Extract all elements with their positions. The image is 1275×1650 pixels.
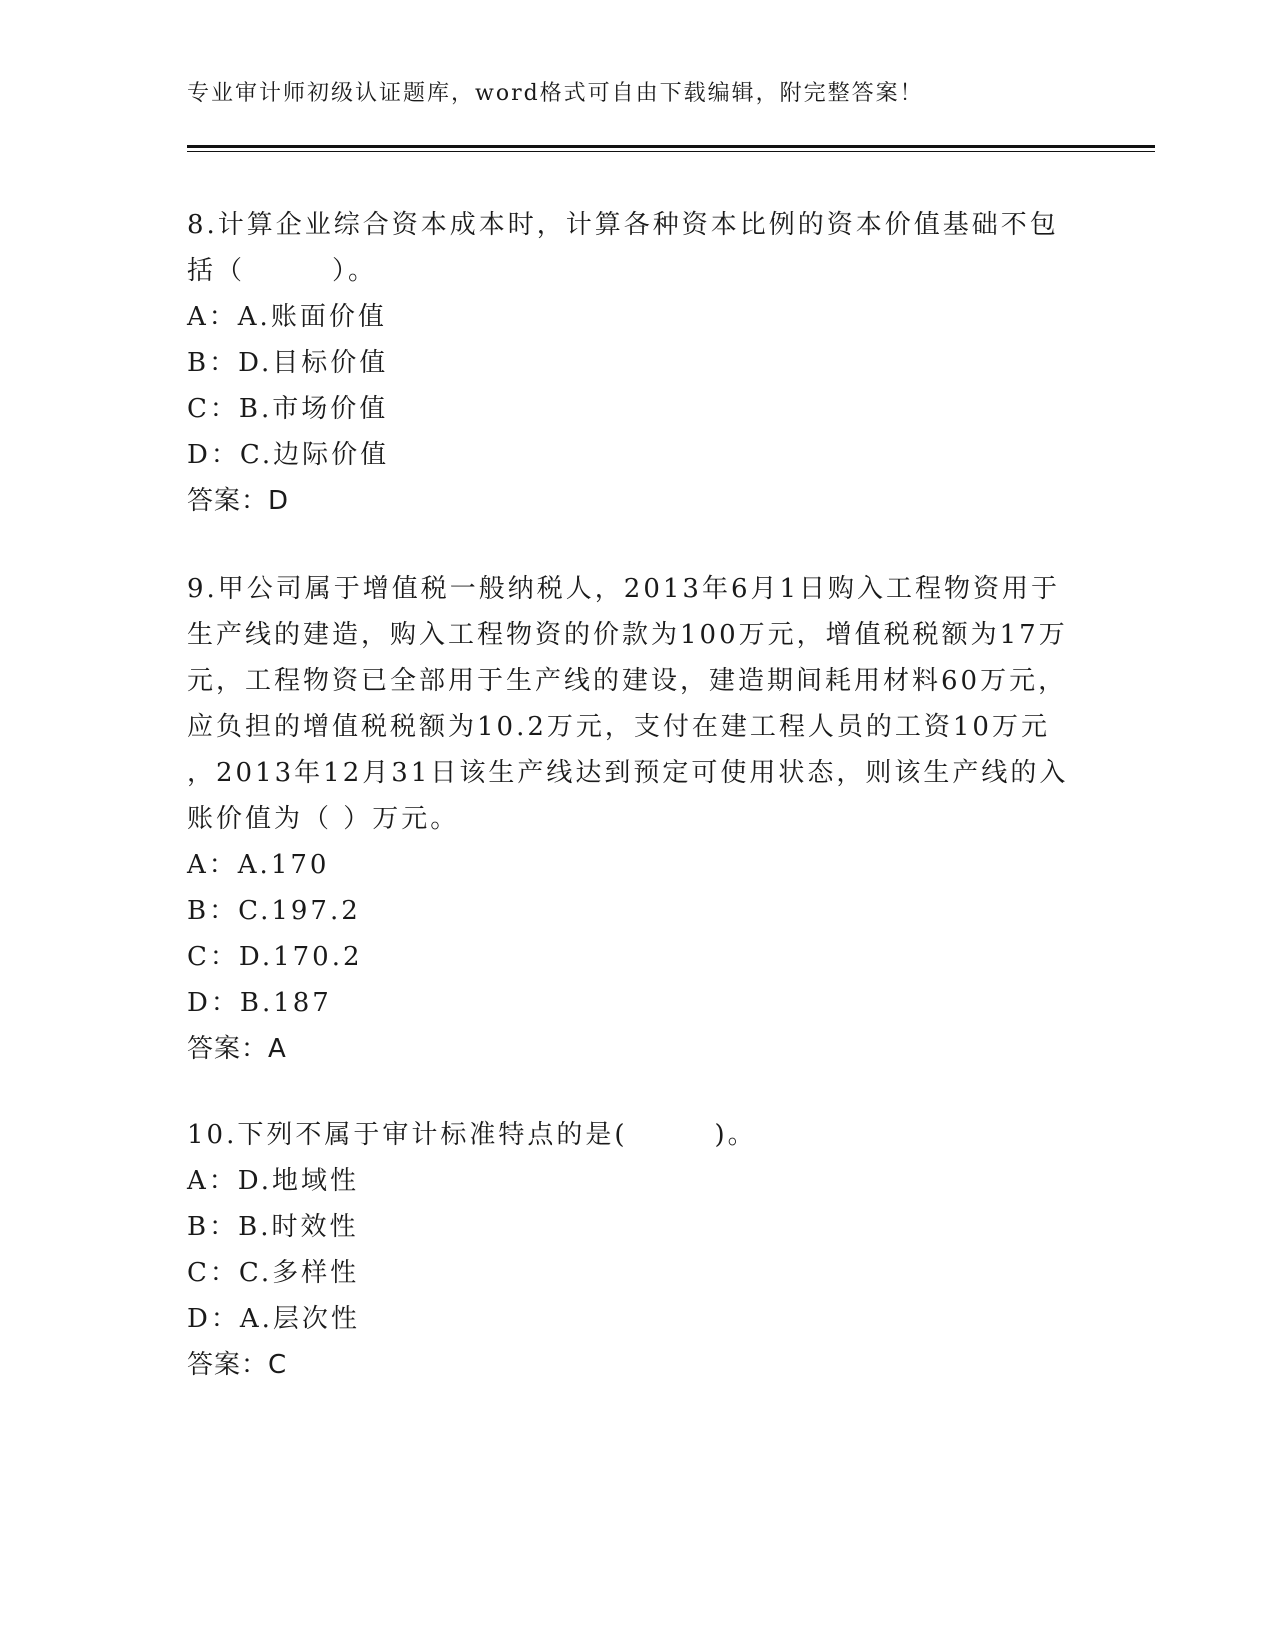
question-text-line: 9.甲公司属于增值税一般纳税人，2013年6月1日购入工程物资用于: [187, 574, 1061, 604]
answer: 答案：A: [187, 1034, 287, 1064]
answer: 答案：D: [187, 486, 290, 516]
option-a: A：A.170: [187, 850, 330, 880]
header-rule-thin: [187, 151, 1155, 152]
question-text-line: ，2013年12月31日该生产线达到预定可使用状态，则该生产线的入: [187, 758, 1069, 788]
question-text-line: 生产线的建造，购入工程物资的价款为100万元，增值税税额为17万: [187, 620, 1068, 650]
option-b: B：B.时效性: [187, 1212, 359, 1242]
option-a: A：A.账面价值: [187, 302, 387, 332]
question-10: [187, 1112, 1087, 1388]
option-c: C：C.多样性: [187, 1258, 360, 1288]
option-d: D：A.层次性: [187, 1304, 360, 1334]
option-a: A：D.地域性: [187, 1166, 359, 1196]
question-8: [187, 202, 1087, 524]
option-c: C：D.170.2: [187, 942, 363, 972]
answer: 答案：C: [187, 1350, 288, 1380]
header-rule-thick: [187, 145, 1155, 148]
option-b: B：D.目标价值: [187, 348, 389, 378]
option-d: D：C.边际价值: [187, 440, 390, 470]
question-text-line: 8.计算企业综合资本成本时，计算各种资本比例的资本价值基础不包: [187, 210, 1059, 240]
question-text-line: 元，工程物资已全部用于生产线的建设，建造期间耗用材料60万元，: [187, 666, 1068, 696]
page-header: 专业审计师初级认证题库，word格式可自由下载编辑，附完整答案！: [187, 81, 924, 106]
question-text-line: 应负担的增值税税额为10.2万元，支付在建工程人员的工资10万元: [187, 712, 1050, 742]
question-text-line: 账价值为（ ）万元。: [187, 804, 460, 834]
option-c: C：B.市场价值: [187, 394, 389, 424]
question-text-line: 10.下列不属于审计标准特点的是( )。: [187, 1120, 757, 1150]
option-b: B：C.197.2: [187, 896, 361, 926]
option-d: D：B.187: [187, 988, 332, 1018]
question-text-line: 括（ ）。: [187, 256, 378, 286]
question-9: [187, 566, 1087, 1072]
